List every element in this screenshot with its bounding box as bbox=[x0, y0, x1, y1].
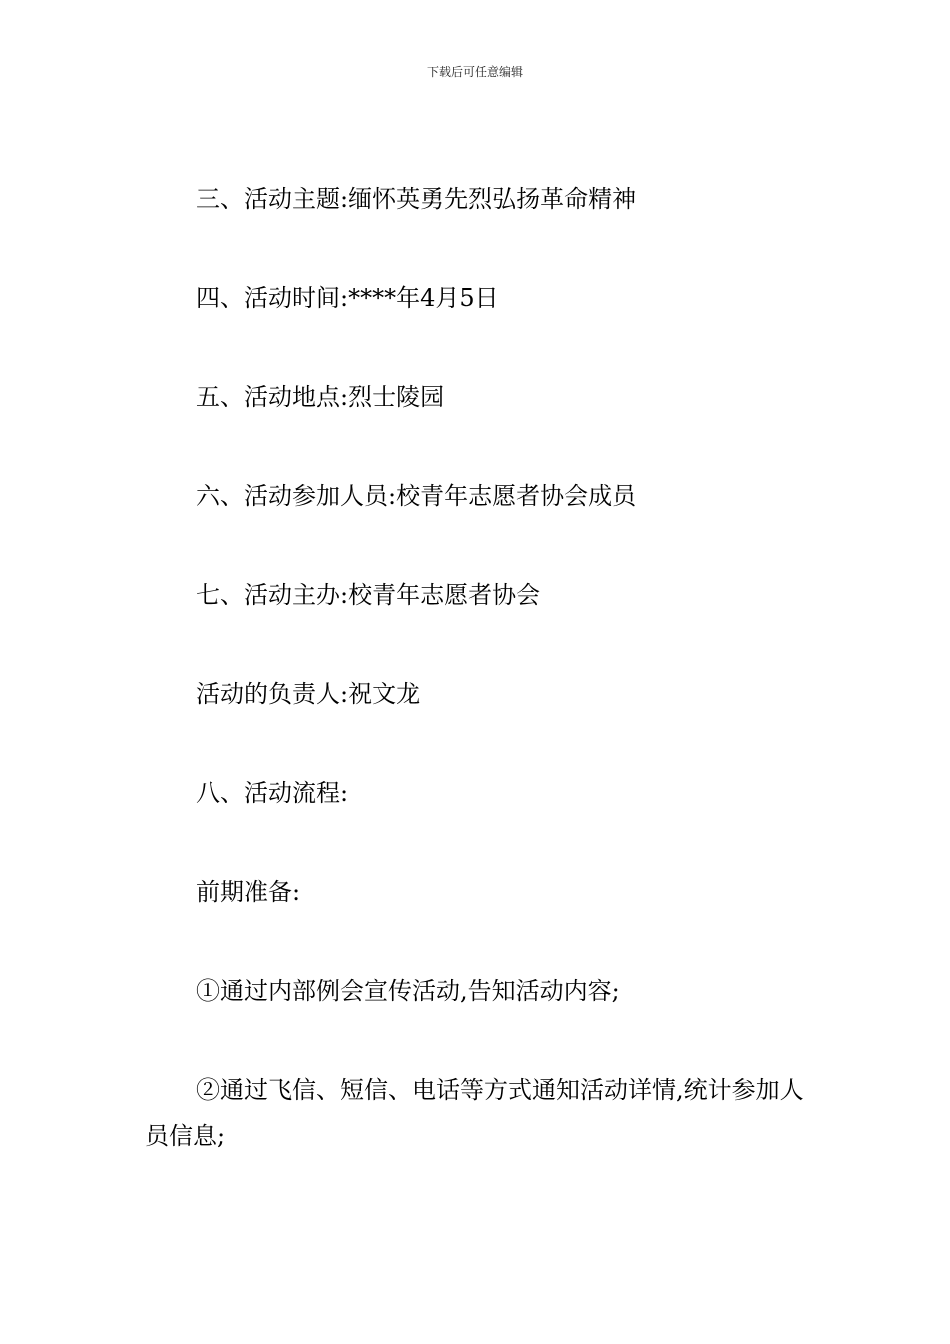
paragraph-activity-leader: 活动的负责人:祝文龙 bbox=[196, 680, 421, 708]
page-header-note: 下载后可任意编辑 bbox=[426, 65, 523, 79]
paragraph-activity-location: 五、活动地点:烈士陵园 bbox=[196, 383, 445, 411]
paragraph-activity-process: 八、活动流程: bbox=[196, 779, 349, 807]
paragraph-activity-theme: 三、活动主题:缅怀英勇先烈弘扬革命精神 bbox=[196, 185, 637, 213]
paragraph-step-1: ①通过内部例会宣传活动,告知活动内容; bbox=[196, 977, 620, 1005]
paragraph-activity-organizer: 七、活动主办:校青年志愿者协会 bbox=[196, 581, 541, 609]
document-body bbox=[145, 176, 810, 1212]
paragraph-preparation: 前期准备: bbox=[196, 878, 301, 906]
paragraph-step-2: ②通过飞信、短信、电话等方式通知活动详情,统计参加人员信息; bbox=[145, 1076, 804, 1150]
paragraph-activity-time: 四、活动时间:****年4月5日 bbox=[196, 284, 499, 312]
paragraph-activity-participants: 六、活动参加人员:校青年志愿者协会成员 bbox=[196, 482, 637, 510]
